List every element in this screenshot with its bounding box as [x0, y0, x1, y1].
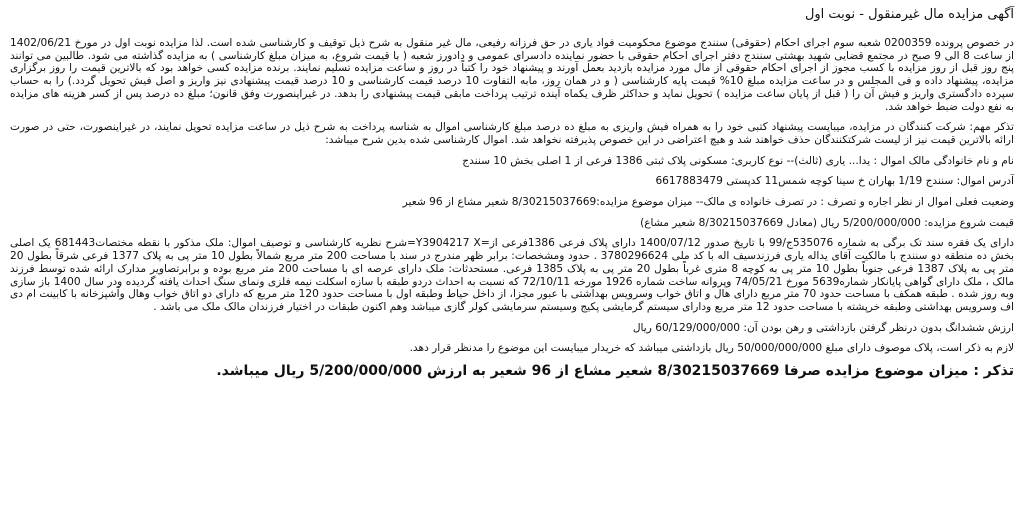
spacer	[10, 314, 1014, 322]
spacer	[10, 147, 1014, 155]
important-note-paragraph: تذکر مهم: شرکت کنندگان در مزایده، میبایست پیشنهاد کتبی خود را به همراه فیش واریزی به مبلغ ده درصد مبلغ کارشناسی اموال به شناسه پرداخت به شرح ذیل در ساعت مزایده تحویل نمایند، در غیراینصورت، حتی در صورت ارائه بالاترین قیمت نیز از لیست شرکتکنندگان حذف خواهند شد و هیچ اعتراضی در این خصوص پذیرفته نخواهد شد. اموال کارشناسی شده بدین شرح میباشد:	[10, 121, 1014, 146]
mortgage-note-line: لازم به ذکر است، پلاک موصوف دارای مبلغ 50/000/000/000 ریال بازداشتی میباشد که خریدار میبایست این موضوع را مدنظر قرار دهد.	[409, 342, 1014, 355]
address-line: آدرس اموال: سنندج 1/19 بهاران خ سینا کوچه شمس11 کدپستی 6617883479	[655, 175, 1014, 188]
starting-price-line: قیمت شروع مزایده: 5/200/000/000 ریال (معادل 8/30215037669 شعیر مشاع)	[640, 216, 1014, 229]
owner-line: نام و نام خانوادگی مالک اموال : یدا... یاری (ثالث)-- نوع کاربری: مسکونی پلاک ثبتی 1386 فرعی از 1 اصلی بخش 10 سنندج	[462, 154, 1014, 167]
property-description-paragraph: دارای یک فقره سند تک برگی به شماره 535076ج/99 با تاریخ صدور 1400/07/12 دارای پلاک فرعی 1386فرعی از=Y3904217 X=شرح نظریه کارشناسی و توصیف اموال: ملک مذکور با نقطه مختصات681443 یک اصلی بخش ده منطقه دو سنندج با مالکیت آقای یداله یاری فرزندسیف اله با کد ملی 3780296624 . حدود ومشخصات: برابر ظهر مندرج در سند با مساحت 200 متر مربع شمالاً بطول 10 متر پی به پلاک 1377 فرعی شرقاً بطول 20 متر پی به پلاک 1387 فرعی جنوباً بطول 10 متر پی به کوچه 8 متری غرباً بطول 20 متر پی به پلاک 1385 فرعی. مستحدثات: ملک دارای عرصه ای با مساحت 200 متر مربع بوده و برابرتصاویر مدارک ارائه شده توسط فرزند مالک ، ملک دارای گواهی پایانکار شماره5639 مورخ 74/05/21 وپروانه ساخت شماره 1926 مورخه 72/10/11 که نسبت به احداث دردو طبقه با سازه اسکلت نیمه فلزی ونمای سنگ احداث یافته گردیده ودر سال 1400 باز سازی وبه روز شده . طبقه همکف با مساحت حدود 70 متر مربع دارای هال و اتاق خواب وسرویس بهداشتی با عبور مجزا، از داخل حیاط وطبقه اول با مساحت حدود 120 متر مربع که دارای دو اتاق خواب وهال وآشپزخانه با کابینت ام دی اف وسرویس بهداشتی وطبقه خرپشته با مساحت حدود 12 متر مربع ودارای سیستم گرمایشی پکیج وسیستم سرمایشی کولر گازی میباشد وهم اکنون طبقات در اختیار فرزندان مالک ملک می باشد .	[10, 237, 1015, 313]
final-note: تذکر : میزان موضوع مزایده صرفا 8/30215037669 شعیر مشاع از 96 شعیر به ارزش 5/200/000/000 ریال میباشد.	[216, 363, 1014, 380]
notice-title: آگهی مزایده مال غیرمنقول - نوبت اول	[804, 7, 1014, 22]
notice-intro-paragraph: در خصوص پرونده 0200359 شعبه سوم اجرای احکام (حقوقی) سنندج موضوع محکومیت فواد یاری در حق فرزانه رفیعی، مال غیر منقول به شرح ذیل توقیف و کارشناسی شده است. لذا مزایده نوبت اول در مورخ 1402/06/21 از ساعت 8 الی 9 صبح در مجتمع قضایی شهید بهشتی سنندج دفتر اجرای احکام حقوقی با حضور نماینده دادسرای عمومی و دادورز شعبه ( با قیمت شروع، به میزان مبلغ کارشناسی ) به مزایده گذاشته می شود. طالبین می توانند پنج روز قبل از روز مزایده با کسب مجوز از اجرای احکام حقوقی از مال مورد مزایده بازدید بعمل آورند و پیشنهاد خود را کتباً در روز و ساعت مزایده تسلیم نمایند. برنده مزایده کسی خواهد بود که بالاترین قیمت را روز برگزاری مزایده، پیشنهاد داده و فی المجلس و در ساعت مزایده مبلغ 10% قیمت پایه کارشناسی ( و در همان روز، مابه التفاوت 10 درصد قیمت کارشناسی و 10 درصد قیمت پیشنهادی نیز واریز و اصل فیش تحویل گردد.) را به حساب سپرده دادگستری واریز و فیش آن را ( قبل از پایان ساعت مزایده ) تحویل نماید و حداکثر ظرف یکماه آینده ترتیب پرداخت مابقی قیمت پیشنهادی را بدهد. در غیراینصورت وفق قانون؛ مبلغ ده درصد پس از کسر هزینه های مزایده به نفع دولت ضبط خواهد شد.	[10, 37, 1014, 113]
status-line: وضعیت فعلی اموال از نظر اجاره و تصرف : در تصرف خانواده ی مالک-- میزان موضوع مزایده:8/30215037669 شعیر مشاع از 96 شعیر	[402, 196, 1014, 209]
full-value-line: ارزش ششدانگ بدون درنظر گرفتن بازداشتی و رهن بودن آن: 60/129/000/000 ریال	[632, 321, 1014, 334]
